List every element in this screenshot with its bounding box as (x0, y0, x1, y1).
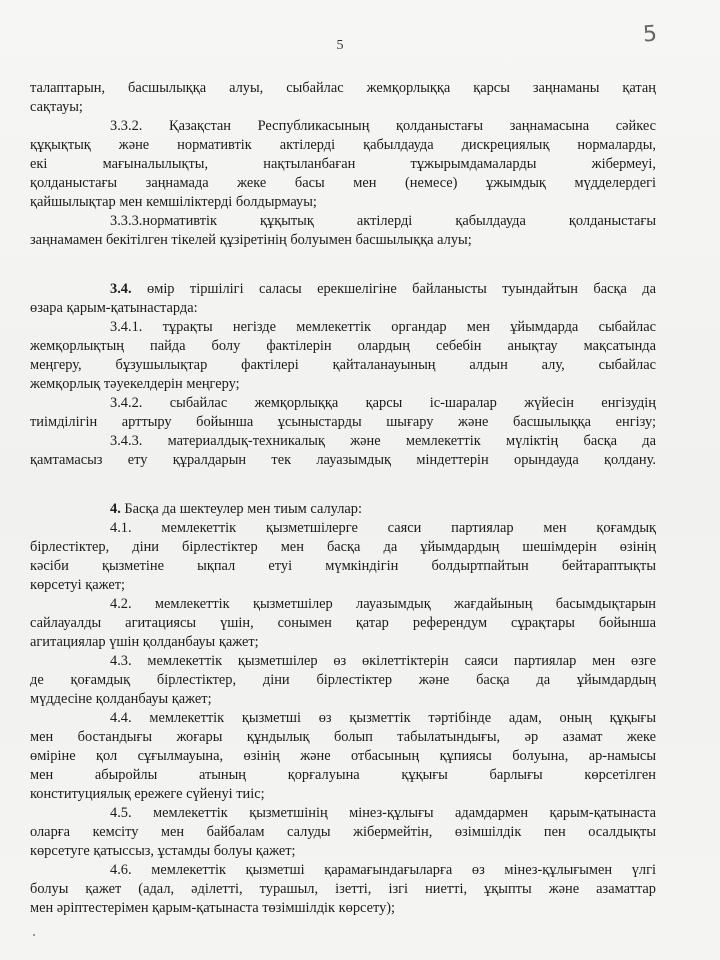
line-text: екі мағыналылықты, нақтыланбаған тұжырымдамаларды жібермеуі, (30, 156, 656, 172)
section-gap (30, 470, 656, 500)
line-text: меңгеру, бұзушылықтар фактілері қайталанауының алдын алу, сыбайлас (30, 357, 656, 373)
text-line (30, 394, 656, 413)
text-line (30, 155, 656, 174)
text-line (30, 174, 656, 193)
line-text: 4.6. мемлекеттік қызметші қарамағындағыларға өз мінез-құлығымен үлгі (110, 862, 656, 878)
line-text: агитациялар үшін қолданбауы қажет; (30, 634, 259, 650)
text-line (30, 538, 656, 557)
handwritten-page-number: 5 (642, 21, 658, 48)
line-text: 3.4.1. тұрақты негізде мемлекеттік органдар мен ұйымдарда сыбайлас (110, 319, 656, 335)
text-line (30, 375, 656, 394)
line-text: көрсетуі қажет; (30, 577, 126, 593)
line-text: талаптарын, басшылыққа алуы, сыбайлас жемқорлыққа қарсы заңнаманы қатаң (30, 80, 656, 96)
line-text: 4.4. мемлекеттік қызметші өз қызметтік тәртібінде адам, оның құқығы (110, 710, 656, 726)
line-text: 4.5. мемлекеттік қызметшінің мінез-құлығы адамдармен қарым-қатынаста (110, 805, 656, 821)
text-line (30, 280, 656, 299)
page-number: 5 (336, 38, 344, 53)
line-text: қолданыстағы заңнамада жеке басы мен (немесе) ұжымдық мүдделердегі (30, 175, 656, 191)
line-text: тиімділігін арттыру бойынша ұсыныстарды шығару және басшылыққа енгізу; (30, 414, 656, 430)
section-4 (30, 500, 656, 918)
line-text: жемқорлықтың пайда болу фактілерін олардың себебін анықтау мақсатында (30, 338, 656, 354)
line-text: Басқа да шектеулер мен тиым салулар: (120, 501, 362, 517)
text-line (30, 633, 656, 652)
item-number: 4. (110, 501, 121, 517)
text-line (30, 595, 656, 614)
text-line (30, 690, 656, 709)
text-line (30, 785, 656, 804)
text-line (30, 747, 656, 766)
scan-speck (33, 934, 35, 936)
line-text: болуы қажет (адал, әділетті, турашыл, ізетті, ізгі ниетті, ұқыпты және азаматтар (30, 881, 656, 897)
line-text: жемқорлық тәуекелдерін меңгеру; (30, 376, 240, 392)
text-line (30, 861, 656, 880)
text-line (30, 519, 656, 538)
text-line (30, 98, 656, 117)
text-line (30, 318, 656, 337)
text-line (30, 671, 656, 690)
line-text: 4.2. мемлекеттік қызметшілер лауазымдық жағдайының басымдықтарын (110, 596, 656, 612)
text-line (30, 652, 656, 671)
document-body (30, 79, 656, 918)
line-text: 4.3. мемлекеттік қызметшілер өз өкілеттіктерін саяси партиялар мен өзге (110, 653, 656, 669)
text-line (30, 709, 656, 728)
text-line (30, 614, 656, 633)
text-line (30, 557, 656, 576)
text-line (30, 451, 656, 470)
text-line (30, 193, 656, 212)
text-line (30, 500, 656, 519)
text-line (30, 576, 656, 595)
text-line (30, 299, 656, 318)
text-line (30, 728, 656, 747)
line-text: 3.4.3. материалдық-техникалық және мемлекеттік мүліктің басқа да (110, 433, 656, 449)
line-text: сақтауы; (30, 99, 83, 115)
line-text: 3.3.2. Қазақстан Республикасының қолданыстағы заңнамасына сәйкес (110, 118, 656, 134)
line-text: мен бостандығы жоғары құндылық болып табылатындығы, әр азамат жеке (30, 729, 656, 745)
text-line (30, 136, 656, 155)
line-text: қайшылықтар мен кемшіліктерді болдырмауы; (30, 194, 317, 210)
text-line (30, 79, 656, 98)
text-line (30, 432, 656, 451)
line-text: мен әріптестерімен қарым-қатынаста төзімшілдік көрсету); (30, 900, 396, 916)
line-text: 3.3.3.нормативтік құқытық актілерді қабылдауда қолданыстағы (110, 213, 656, 229)
text-line (30, 880, 656, 899)
text-line (30, 413, 656, 432)
section-3-3-continued (30, 79, 656, 250)
line-text: сайлауалды агитациясы үшін, сонымен қатар референдум сұрақтары бойынша (30, 615, 656, 631)
section-3-4 (30, 280, 656, 470)
line-text: қамтамасыз ету құралдарын тек лауазымдық міндеттерін орындауда қолдану. (30, 452, 656, 468)
text-line (30, 117, 656, 136)
text-line (30, 766, 656, 785)
text-line (30, 212, 656, 231)
section-gap (30, 250, 656, 280)
line-text: де қоғамдық бірлестіктер, діни бірлестіктер және басқа да ұйымдардың (30, 672, 656, 688)
line-text: өзара қарым-қатынастарда: (30, 300, 198, 316)
text-line (30, 899, 656, 918)
line-text: құқықтық және нормативтік актілерді қабылдауда дискрециялық нормаларды, (30, 137, 656, 153)
line-text: оларға кемсіту мен байбалам салуды жібермейтін, өзімшілдік пен осалдықты (30, 824, 656, 840)
text-line (30, 804, 656, 823)
text-line (30, 842, 656, 861)
text-line (30, 823, 656, 842)
line-text: 4.1. мемлекеттік қызметшілерге саяси партиялар мен қоғамдық (110, 520, 656, 536)
line-text: кәсіби қызметіне ықпал етуі мүмкіндігін болдыртпайтын бейтараптықты (30, 558, 656, 574)
text-line (30, 337, 656, 356)
line-text: өміріне қол сұғылмауына, өзінің және отбасының құпиясы болуына, ар-намысы (30, 748, 656, 764)
line-text: өмір тіршілігі саласы ерекшелігіне байланысты туындайтын басқа да (131, 281, 656, 297)
line-text: бірлестіктер, діни бірлестіктер мен басқа да ұйымдардың шешімдерін өзінің (30, 539, 656, 555)
item-number: 3.4. (110, 281, 132, 297)
line-text: заңнамамен бекітілген тікелей құзіретінің болуымен басшылыққа алуы; (30, 232, 472, 248)
line-text: 3.4.2. сыбайлас жемқорлыққа қарсы іс-шаралар жүйесін енгізудің (110, 395, 656, 411)
text-line (30, 356, 656, 375)
line-text: көрсетуге қатыссыз, ұстамды болуы қажет; (30, 843, 296, 859)
text-line (30, 231, 656, 250)
line-text: конституциялық ережеге сүйенуі тиіс; (30, 786, 265, 802)
line-text: мен абыройлы атының қорғалуына құқығы барлығы көрсетілген (30, 767, 656, 783)
line-text: мүддесіне қолданбауы қажет; (30, 691, 212, 707)
